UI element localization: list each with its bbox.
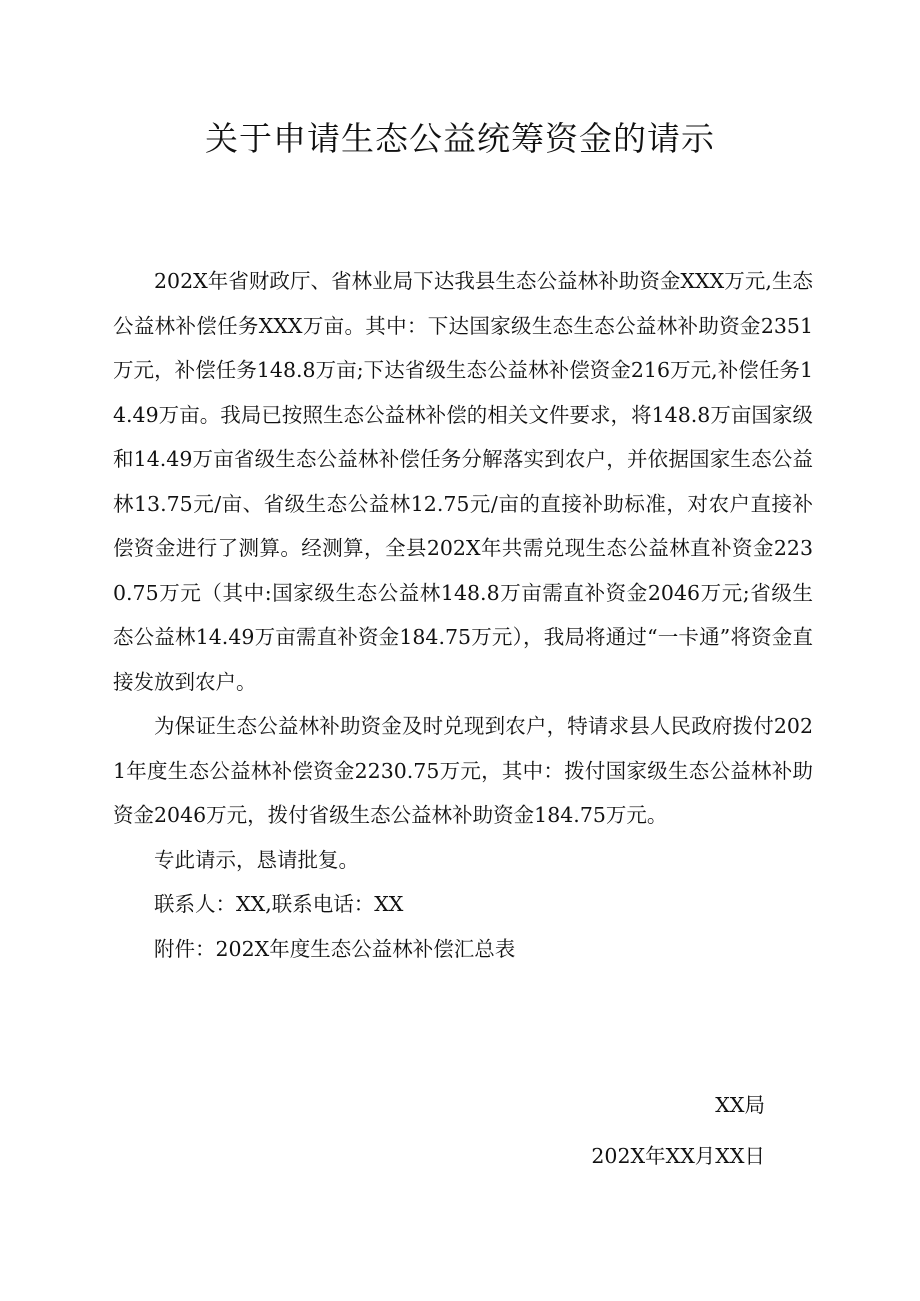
document-body	[113, 259, 813, 971]
paragraph-funding-details: 202X年省财政厅、省林业局下达我县生态公益林补助资金XXX万元,生态公益林补偿任务XXX万亩。其中：下达国家级生态生态公益林补助资金2351万元，补偿任务148.8万亩;下达省级生态公益林补偿资金216万元,补偿任务14.49万亩。我局已按照生态公益林补偿的相关文件要求，将148.8万亩国家级和14.49万亩省级生态公益林补偿任务分解落实到农户，并依据国家生态公益林13.75元/亩、省级生态公益林12.75元/亩的直接补助标准，对农户直接补偿资金进行了测算。经测算，全县202X年共需兑现生态公益林直补资金2230.75万元（其中:国家级生态公益林148.8万亩需直补资金2046万元;省级生态公益林14.49万亩需直补资金184.75万元），我局将通过“一卡通”将资金直接发放到农户。	[113, 269, 813, 694]
contact-line: 联系人：XX,联系电话：XX	[154, 892, 404, 916]
signature-date: 202X年XX月XX日	[591, 1144, 765, 1168]
document-title: 关于申请生态公益统筹资金的请示	[205, 119, 715, 158]
attachment-line: 附件：202X年度生态公益林补偿汇总表	[154, 936, 516, 961]
signature-organization: XX局	[715, 1093, 765, 1117]
paragraph-request: 为保证生态公益林补助资金及时兑现到农户，特请求县人民政府拨付2021年度生态公益林补偿资金2230.75万元，其中：拨付国家级生态公益林补助资金2046万元，拨付省级生态公益林补助资金184.75万元。	[113, 714, 813, 827]
closing-line: 专此请示，恳请批复。	[154, 847, 359, 872]
